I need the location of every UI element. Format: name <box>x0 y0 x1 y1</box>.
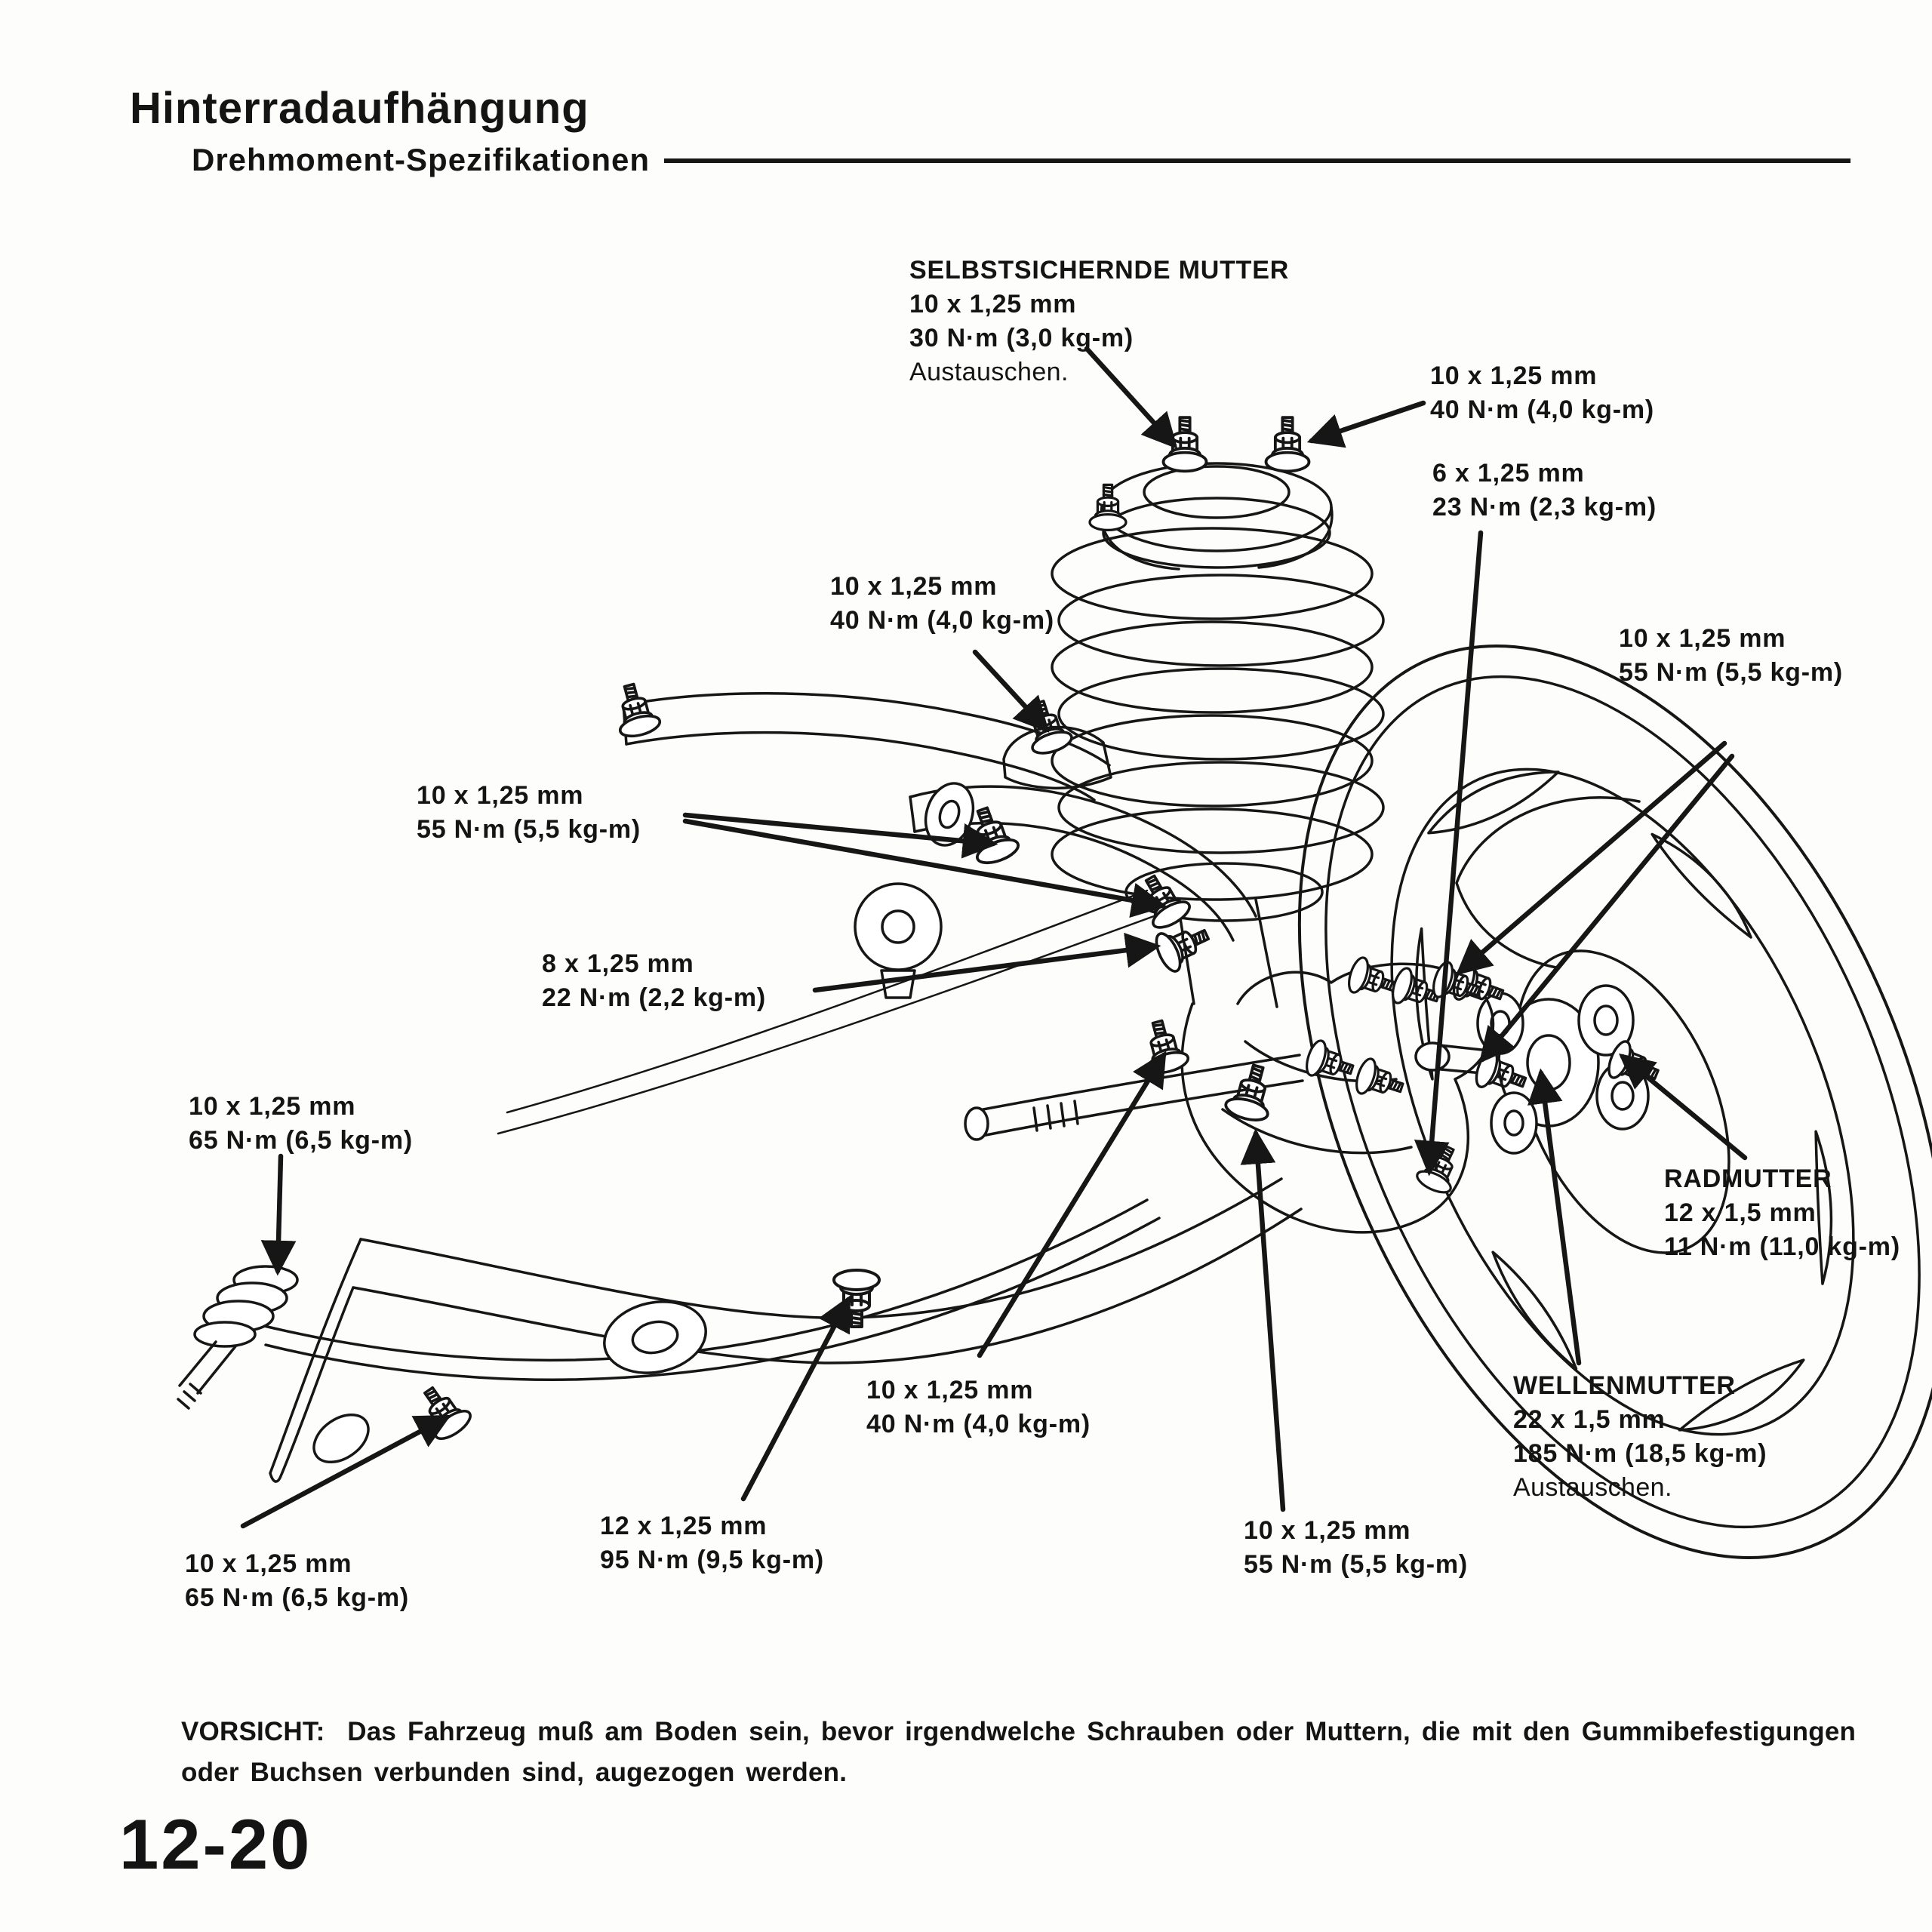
page-subtitle: Drehmoment-Spezifikationen <box>192 142 651 177</box>
caution-label: VORSICHT: <box>181 1717 325 1746</box>
label-line: 10 x 1,25 mm <box>830 572 998 601</box>
label-line: 95 N·m (9,5 kg-m) <box>600 1546 825 1574</box>
label-radmutter <box>1664 1162 1900 1264</box>
leader-lines <box>243 349 1745 1526</box>
caution-note <box>181 1712 1887 1793</box>
label-line: 11 N·m (11,0 kg-m) <box>1664 1232 1900 1261</box>
trailing-arm <box>261 891 1301 1481</box>
label-line: 10 x 1,25 mm <box>1619 624 1786 653</box>
caution-line-2: oder Buchsen verbunden sind, augezogen werden. <box>181 1758 848 1787</box>
label-line: 10 x 1,25 mm <box>909 290 1077 318</box>
label-damper-pinch-bolt <box>542 947 766 1015</box>
label-line: 65 N·m (6,5 kg-m) <box>185 1583 410 1612</box>
caution-text-1: Das Fahrzeug muß am Boden sein, bevor irgendwelche Schrauben oder Muttern, die mit den Gummibefestigungen <box>347 1717 1857 1746</box>
label-line: 12 x 1,25 mm <box>600 1512 768 1540</box>
label-stabilizer-link-lower <box>185 1547 409 1615</box>
label-line: 40 N·m (4,0 kg-m) <box>866 1410 1091 1438</box>
label-line: WELLENMUTTER <box>1513 1371 1736 1400</box>
label-selbstsichernde-mutter <box>909 254 1289 389</box>
label-line: 55 N·m (5,5 kg-m) <box>1244 1550 1469 1579</box>
page-number: 12-20 <box>119 1804 312 1884</box>
label-line: 6 x 1,25 mm <box>1432 459 1585 488</box>
label-lower-arm-outer-bolt <box>866 1374 1091 1441</box>
label-line: RADMUTTER <box>1664 1164 1832 1193</box>
stabilizer-link <box>178 1266 297 1408</box>
label-line: 10 x 1,25 mm <box>1430 361 1598 390</box>
label-trailing-arm-bolt <box>600 1509 824 1577</box>
label-line: 22 x 1,5 mm <box>1513 1405 1666 1434</box>
label-line: SELBSTSICHERNDE MUTTER <box>909 256 1290 285</box>
label-stabilizer-link-upper <box>189 1090 413 1158</box>
label-line: 10 x 1,25 mm <box>866 1376 1034 1404</box>
label-hub-carrier-bolts-right <box>1619 622 1843 690</box>
label-line: 10 x 1,25 mm <box>1244 1516 1411 1545</box>
label-compensator-arm-bolt <box>1244 1514 1468 1582</box>
label-line: 55 N·m (5,5 kg-m) <box>417 815 641 844</box>
label-line: 10 x 1,25 mm <box>189 1092 356 1121</box>
label-line: 10 x 1,25 mm <box>417 781 584 810</box>
label-line: 40 N·m (4,0 kg-m) <box>830 606 1055 635</box>
coil-spring-strut <box>1052 463 1383 1007</box>
label-upper-arm-bolts-left <box>417 779 641 847</box>
label-line: 65 N·m (6,5 kg-m) <box>189 1126 414 1155</box>
label-line: 8 x 1,25 mm <box>542 949 694 978</box>
label-strut-bracket-bolt <box>830 570 1054 638</box>
label-wellenmutter <box>1513 1369 1767 1505</box>
label-line: 40 N·m (4,0 kg-m) <box>1430 395 1655 424</box>
label-line: Austauschen. <box>909 358 1069 386</box>
label-strut-top-right-nut <box>1430 359 1654 427</box>
label-line: 10 x 1,25 mm <box>185 1549 352 1578</box>
label-line: 185 N·m (18,5 kg-m) <box>1513 1439 1767 1468</box>
label-line: Austauschen. <box>1513 1473 1672 1502</box>
header-rule <box>664 158 1850 163</box>
page-title: Hinterradaufhängung <box>130 84 589 133</box>
label-line: 23 N·m (2,3 kg-m) <box>1432 493 1657 521</box>
label-line: 12 x 1,5 mm <box>1664 1198 1817 1227</box>
label-line: 22 N·m (2,2 kg-m) <box>542 983 767 1012</box>
label-line: 55 N·m (5,5 kg-m) <box>1619 658 1844 687</box>
label-flexible-hose-bolt <box>1432 457 1657 525</box>
caution-line-1 <box>181 1712 1887 1752</box>
label-line: 30 N·m (3,0 kg-m) <box>909 324 1134 352</box>
